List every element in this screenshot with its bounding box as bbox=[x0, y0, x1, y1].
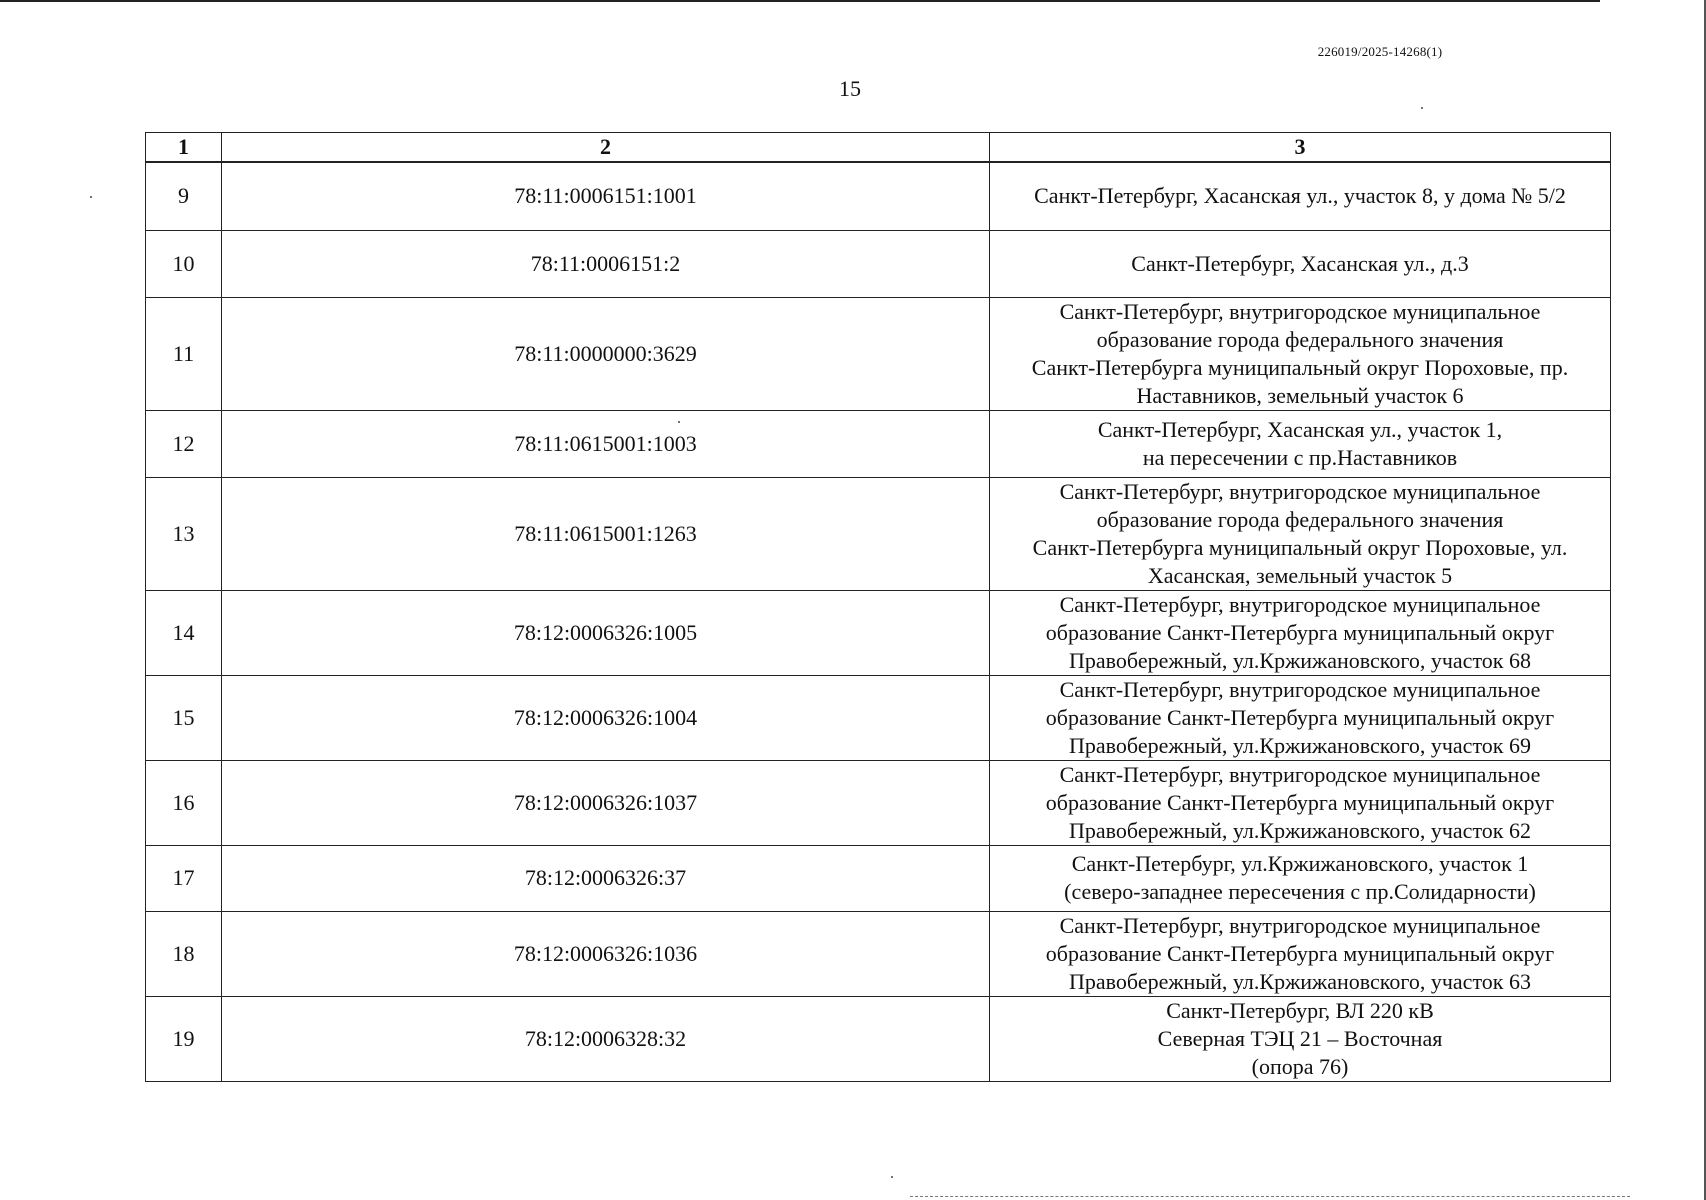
row-number: 12 bbox=[146, 410, 222, 477]
plot-address: Санкт-Петербург, внутригородское муниципальное образование Санкт-Петербурга муниципальный округ Правобережный, ул.Кржижановского, участок 68 bbox=[990, 590, 1611, 675]
row-number: 11 bbox=[146, 297, 222, 410]
scan-speck bbox=[1421, 107, 1423, 109]
row-number: 9 bbox=[146, 162, 222, 230]
plot-address: Санкт-Петербург, внутригородское муниципальное образование Санкт-Петербурга муниципальный округ Правобережный, ул.Кржижановского, участок 62 bbox=[990, 760, 1611, 845]
plot-address: Санкт-Петербург, внутригородское муниципальное образование Санкт-Петербурга муниципальный округ Правобережный, ул.Кржижановского, участок 63 bbox=[990, 911, 1611, 996]
row-number: 14 bbox=[146, 590, 222, 675]
plot-address: Санкт-Петербург, ул.Кржижановского, участок 1 (северо-западнее пересечения с пр.Солидарности) bbox=[990, 845, 1611, 911]
land-plots-table bbox=[145, 132, 1611, 1082]
row-number: 19 bbox=[146, 996, 222, 1081]
scan-edge-top bbox=[0, 0, 1600, 2]
column-header-cadastral: 2 bbox=[222, 133, 990, 163]
row-number: 15 bbox=[146, 675, 222, 760]
table-row bbox=[146, 162, 1611, 230]
cadastral-number: 78:12:0006326:37 bbox=[222, 845, 990, 911]
page-number: 15 bbox=[839, 76, 861, 101]
scan-speck bbox=[90, 196, 92, 198]
cadastral-number: 78:12:0006326:1004 bbox=[222, 675, 990, 760]
table-row bbox=[146, 410, 1611, 477]
table-row bbox=[146, 297, 1611, 410]
scan-footer-dash bbox=[910, 1196, 1630, 1198]
scan-speck bbox=[678, 421, 680, 423]
table-row bbox=[146, 911, 1611, 996]
table-body bbox=[146, 162, 1611, 1081]
column-header-number: 1 bbox=[146, 133, 222, 163]
table-row bbox=[146, 477, 1611, 590]
document-registration-number: 226019/2025-14268(1) bbox=[1317, 44, 1443, 59]
table-row bbox=[146, 590, 1611, 675]
plot-address: Санкт-Петербург, внутригородское муниципальное образование города федерального значения Санкт-Петербурга муниципальный округ Пороховые, ул. Хасанская, земельный участок 5 bbox=[990, 477, 1611, 590]
plot-address: Санкт-Петербург, внутригородское муниципальное образование города федерального значения Санкт-Петербурга муниципальный округ Пороховые, пр. Наставников, земельный участок 6 bbox=[990, 297, 1611, 410]
cadastral-number: 78:12:0006328:32 bbox=[222, 996, 990, 1081]
table-row bbox=[146, 996, 1611, 1081]
row-number: 18 bbox=[146, 911, 222, 996]
cadastral-number: 78:11:0615001:1263 bbox=[222, 477, 990, 590]
row-number: 17 bbox=[146, 845, 222, 911]
row-number: 10 bbox=[146, 230, 222, 297]
plot-address: Санкт-Петербург, Хасанская ул., участок 1, на пересечении с пр.Наставников bbox=[990, 410, 1611, 477]
cadastral-number: 78:11:0615001:1003 bbox=[222, 410, 990, 477]
row-number: 13 bbox=[146, 477, 222, 590]
row-number: 16 bbox=[146, 760, 222, 845]
scan-speck bbox=[891, 1176, 893, 1178]
table-row bbox=[146, 675, 1611, 760]
cadastral-number: 78:12:0006326:1005 bbox=[222, 590, 990, 675]
cadastral-number: 78:11:0000000:3629 bbox=[222, 297, 990, 410]
plot-address: Санкт-Петербург, Хасанская ул., д.3 bbox=[990, 230, 1611, 297]
column-header-address: 3 bbox=[990, 133, 1611, 163]
cadastral-number: 78:11:0006151:1001 bbox=[222, 162, 990, 230]
table-row bbox=[146, 230, 1611, 297]
table-row bbox=[146, 760, 1611, 845]
cadastral-number: 78:12:0006326:1036 bbox=[222, 911, 990, 996]
table-header-row bbox=[146, 133, 1611, 163]
plot-address: Санкт-Петербург, ВЛ 220 кВ Северная ТЭЦ 21 – Восточная (опора 76) bbox=[990, 996, 1611, 1081]
cadastral-number: 78:11:0006151:2 bbox=[222, 230, 990, 297]
table-header bbox=[146, 133, 1611, 163]
cadastral-number: 78:12:0006326:1037 bbox=[222, 760, 990, 845]
plot-address: Санкт-Петербург, внутригородское муниципальное образование Санкт-Петербурга муниципальный округ Правобережный, ул.Кржижановского, участок 69 bbox=[990, 675, 1611, 760]
plot-address: Санкт-Петербург, Хасанская ул., участок 8, у дома № 5/2 bbox=[990, 162, 1611, 230]
table-row bbox=[146, 845, 1611, 911]
